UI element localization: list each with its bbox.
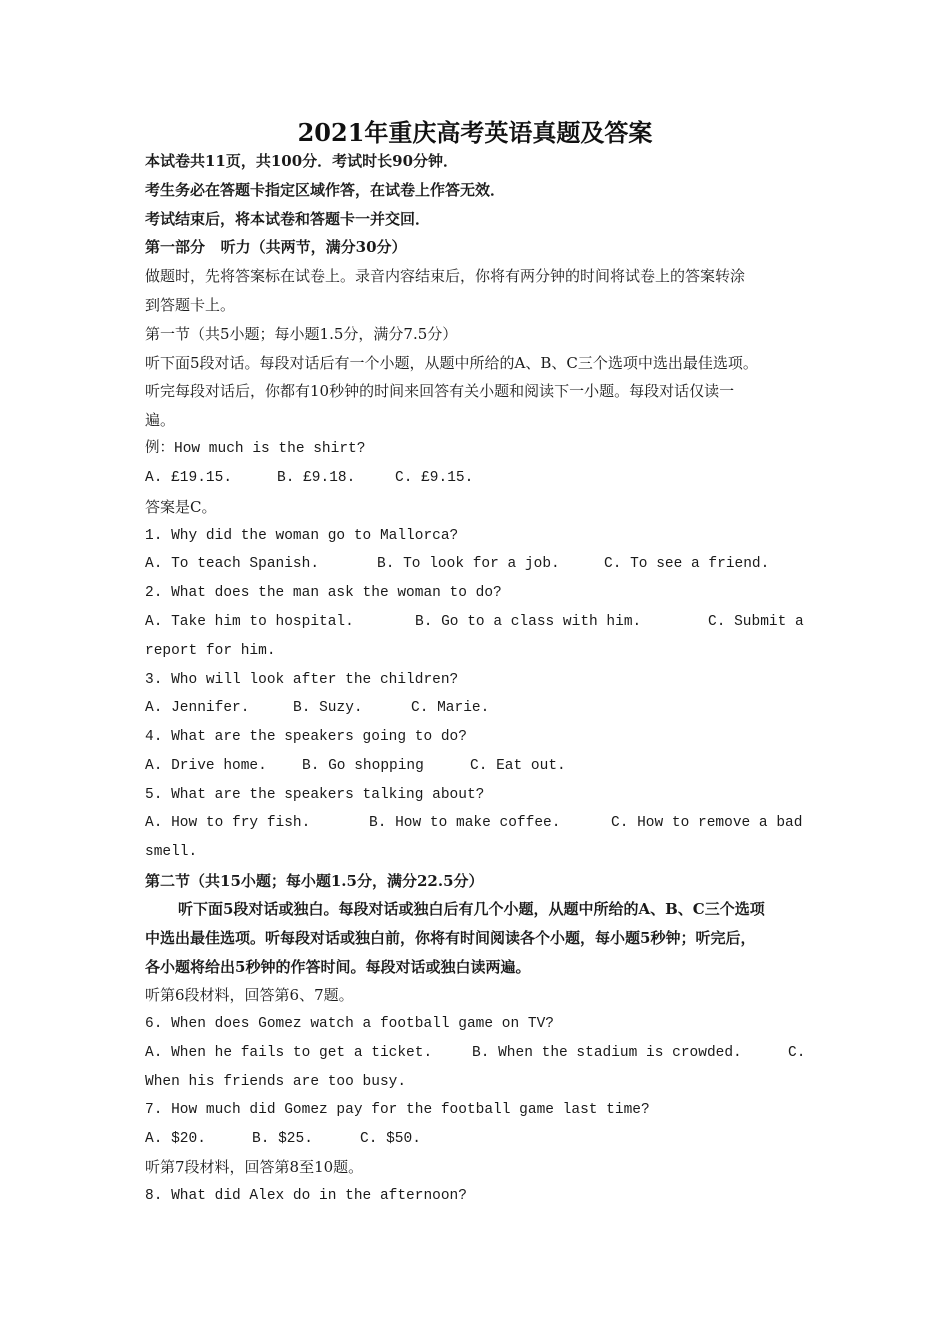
section2-instruction-3: 各小题将给出5秒钟的作答时间。每段对话或独白读两遍。: [145, 958, 531, 976]
example-question: 例：How much is the shirt?: [145, 441, 366, 457]
page-title: 2021年重庆高考英语真题及答案: [297, 118, 653, 147]
intro-line-1: 本试卷共11页，共100分．考试时长90分钟．: [145, 152, 459, 170]
option-c: C. Marie.: [411, 700, 490, 716]
question-6-option-wrap: When his friends are too busy.: [145, 1074, 407, 1090]
section2-heading: 第二节（共15小题；每小题1.5分，满分22.5分）: [145, 872, 484, 890]
question-1: 1. Why did the woman go to Mallorca?: [145, 528, 459, 544]
option-a: A. Jennifer.: [145, 700, 250, 716]
option-b: B. Suzy.: [293, 700, 363, 716]
option-b: B. Go shopping: [302, 758, 424, 774]
section1-instruction-2: 听完每段对话后，你都有10秒钟的时间来回答有关小题和阅读下一小题。每段对话仅读一: [145, 382, 735, 400]
question-3: 3. Who will look after the children?: [145, 672, 459, 688]
option-a: A. To teach Spanish.: [145, 556, 320, 572]
intro-line-3: 考试结束后，将本试卷和答题卡一并交回．: [145, 210, 431, 228]
section1-heading: 第一节（共5小题；每小题1.5分，满分7.5分）: [145, 325, 458, 343]
option-c: C. Submit a: [708, 614, 804, 630]
question-6: 6. When does Gomez watch a football game on TV?: [145, 1016, 554, 1032]
part1-instruction-2: 到答题卡上。: [145, 296, 236, 314]
option-c: C. £9.15.: [395, 470, 474, 486]
material-7-note: 听第7段材料，回答第8至10题。: [145, 1158, 364, 1176]
option-b: B. Go to a class with him.: [415, 614, 642, 630]
option-c: C. $50.: [360, 1131, 421, 1147]
section2-instruction-2: 中选出最佳选项。听每段对话或独白前，你将有时间阅读各个小题，每小题5秒钟；听完后，: [145, 929, 756, 947]
option-b: B. £9.18.: [277, 470, 356, 486]
option-c: C. To see a friend.: [604, 556, 770, 572]
part1-instruction-1: 做题时，先将答案标在试卷上。录音内容结束后，你将有两分钟的时间将试卷上的答案转涂: [145, 267, 746, 285]
question-2: 2. What does the man ask the woman to do?: [145, 585, 502, 601]
option-b: B. To look for a job.: [377, 556, 560, 572]
section1-instruction-1: 听下面5段对话。每段对话后有一个小题，从题中所给的A、B、C三个选项中选出最佳选项。: [145, 354, 758, 372]
option-b: B. How to make coffee.: [369, 815, 561, 831]
option-c: C. Eat out.: [470, 758, 566, 774]
option-a: A. Drive home.: [145, 758, 267, 774]
option-a: A. £19.15.: [145, 470, 233, 486]
question-7: 7. How much did Gomez pay for the football game last time?: [145, 1102, 650, 1118]
part1-heading: 第一部分 听力（共两节，满分30分）: [145, 238, 407, 256]
option-a: A. When he fails to get a ticket.: [145, 1045, 433, 1061]
question-5-option-wrap: smell.: [145, 844, 198, 860]
question-8: 8. What did Alex do in the afternoon?: [145, 1188, 467, 1204]
section2-instruction-1: 听下面5段对话或独白。每段对话或独白后有几个小题，从题中所给的A、B、C三个选项: [178, 900, 765, 918]
option-b: B. When the stadium is crowded.: [472, 1045, 742, 1061]
option-a: A. Take him to hospital.: [145, 614, 354, 630]
section1-instruction-3: 遍。: [145, 411, 176, 429]
question-5: 5. What are the speakers talking about?: [145, 787, 485, 803]
option-a: A. $20.: [145, 1131, 206, 1147]
intro-line-2: 考生务必在答题卡指定区域作答，在试卷上作答无效．: [145, 181, 506, 199]
option-b: B. $25.: [252, 1131, 313, 1147]
question-4: 4. What are the speakers going to do?: [145, 729, 467, 745]
material-6-note: 听第6段材料，回答第6、7题。: [145, 986, 354, 1004]
example-answer: 答案是C。: [145, 498, 217, 516]
question-2-option-wrap: report for him.: [145, 643, 276, 659]
option-c: C. How to remove a bad: [611, 815, 803, 831]
option-a: A. How to fry fish.: [145, 815, 311, 831]
option-c: C.: [788, 1045, 806, 1061]
